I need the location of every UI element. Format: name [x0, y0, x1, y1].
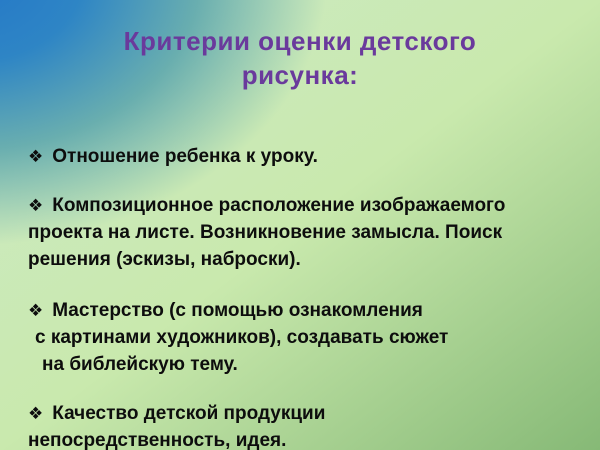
bullet-line	[28, 297, 582, 324]
diamond-bullet-icon: ❖	[28, 147, 44, 166]
bullet-line	[28, 143, 582, 170]
title-line-1: Критерии оценки детского	[123, 26, 477, 56]
bullet-text: Качество детской продукции	[52, 403, 326, 424]
bullet-text: Мастерство (с помощью ознакомления	[52, 300, 423, 321]
bullet-line: непосредственность, идея.	[28, 430, 287, 450]
bullet-line: с картинами художников), создавать сюжет	[35, 327, 449, 348]
bullet-line	[28, 400, 582, 427]
diamond-bullet-icon: ❖	[28, 404, 44, 423]
bullet-line: решения (эскизы, наброски).	[28, 249, 301, 270]
diamond-bullet-icon: ❖	[28, 301, 44, 320]
slide-body	[28, 143, 582, 450]
slide-title	[0, 0, 600, 92]
bullet-item-4	[28, 400, 582, 450]
bullet-item-2	[28, 192, 582, 273]
bullet-line	[28, 192, 582, 219]
bullet-text: Отношение ребенка к уроку.	[52, 146, 318, 167]
bullet-line: проекта на листе. Возникновение замысла. Поиск	[28, 222, 503, 243]
bullet-text: Композиционное расположение изображаемого	[52, 195, 506, 216]
bullet-item-3	[28, 297, 582, 378]
diamond-bullet-icon: ❖	[28, 196, 44, 215]
bullet-item-1	[28, 143, 582, 170]
bullet-line: на библейскую тему.	[42, 354, 238, 375]
title-line-2: рисунка:	[241, 60, 359, 90]
